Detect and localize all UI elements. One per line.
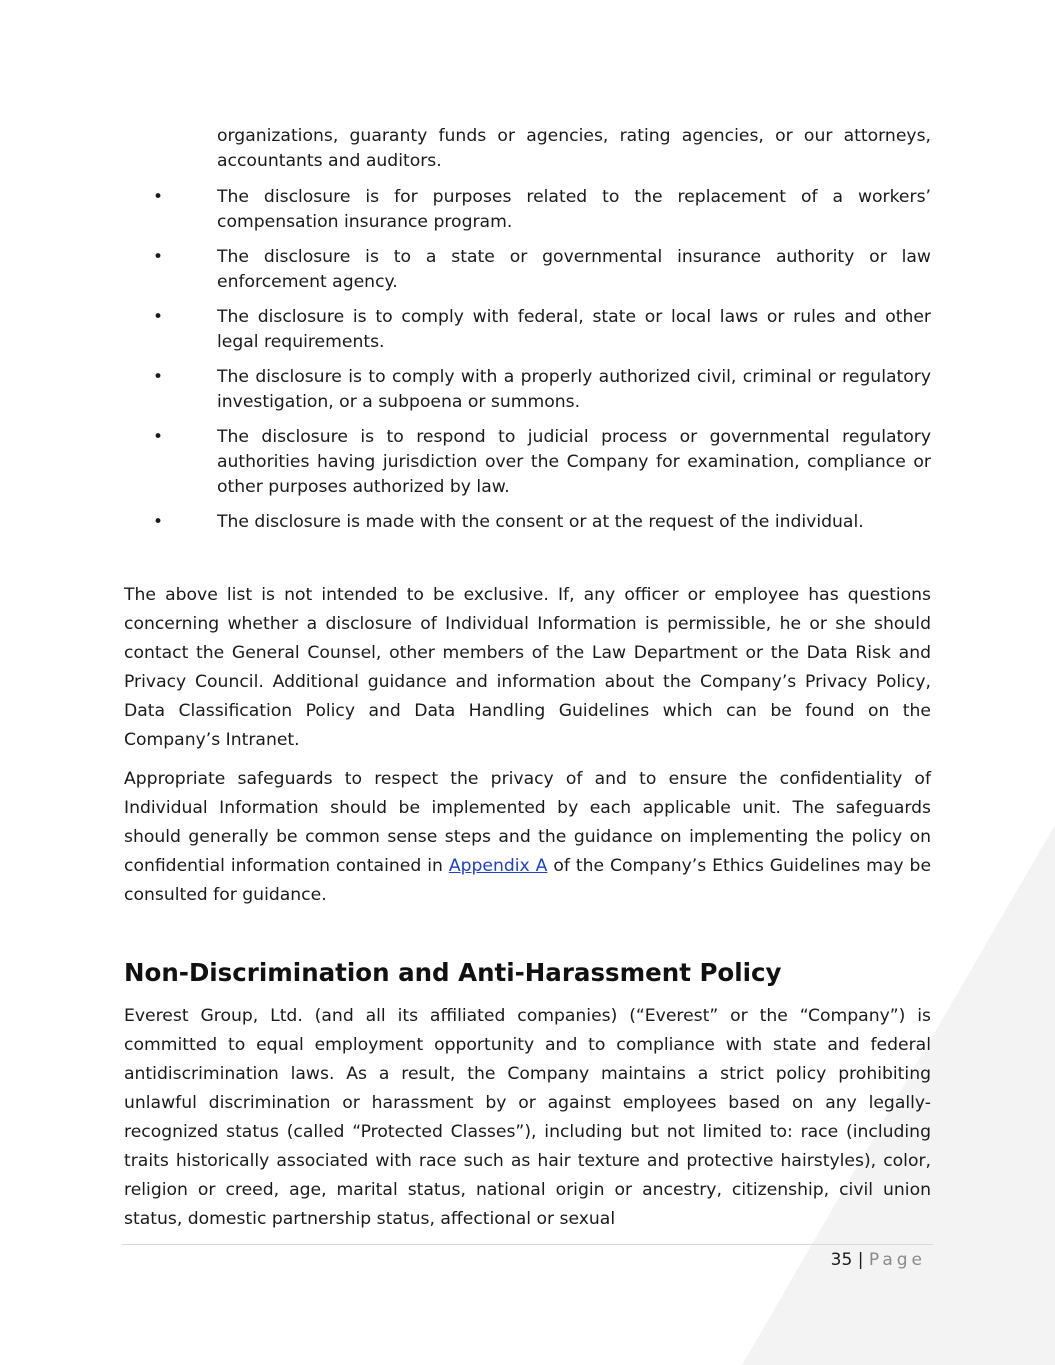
bullet-icon: • — [153, 427, 164, 447]
list-item — [124, 425, 931, 500]
footer-divider — [122, 1244, 933, 1245]
disclosure-list — [124, 185, 931, 545]
list-item-text: The disclosure is to comply with a properly authorized civil, criminal or regulatory investigation, or a subpoena or summons. — [217, 367, 931, 412]
paragraph-policy: Everest Group, Ltd. (and all its affiliated companies) (“Everest” or the “Company”) is committed to equal employment opportunity and to compliance with state and federal antidiscrimination laws. As a result, the Company maintains a strict policy prohibiting unlawful discrimination or harassment by or against employees based on any legally-recognized status (called “Protected Classes”), including but not limited to: race (including traits historically associated with race such as hair texture and protective hairstyles), color, religion or creed, age, marital status, national origin or ancestry, citizenship, civil union status, domestic partnership status, affectional or sexual — [124, 1006, 931, 1229]
list-item-text: The disclosure is to comply with federal, state or local laws or rules and other legal requirements. — [217, 307, 931, 352]
bullet-icon: • — [153, 367, 164, 387]
continued-text: organizations, guaranty funds or agencies, rating agencies, or our attorneys, accountants and auditors. — [217, 126, 931, 171]
bullet-icon: • — [153, 247, 164, 267]
page-number: 35 — [830, 1250, 853, 1270]
paragraph-safeguards-text-end: of the Company’s Ethics Guidelines may be consulted for guidance. — [124, 856, 932, 905]
list-item — [124, 365, 931, 415]
list-item-text: The disclosure is for purposes related to the replacement of a workers’ compensation insurance program. — [217, 187, 931, 232]
paragraph-exclusive-list: The above list is not intended to be exclusive. If, any officer or employee has questions concerning whether a disclosure of Individual Information is permissible, he or she should contact the General Counsel, other members of the Law Department or the Data Risk and Privacy Council. Additional guidance and information about the Company’s Privacy Policy, Data Classification Policy and Data Handling Guidelines which can be found on the Company’s Intranet. — [124, 585, 931, 750]
bullet-icon: • — [153, 307, 164, 327]
bullet-icon: • — [153, 512, 164, 532]
bullet-icon: • — [153, 187, 164, 207]
paragraph-safeguards — [124, 765, 931, 910]
page-separator: | — [857, 1250, 864, 1270]
list-item — [124, 510, 931, 535]
list-item-text: The disclosure is to a state or governmental insurance authority or law enforcement agency. — [217, 247, 931, 292]
list-item-text: The disclosure is made with the consent or at the request of the individual. — [217, 512, 864, 532]
list-item — [124, 185, 931, 235]
list-item — [124, 245, 931, 295]
section-heading: Non-Discrimination and Anti-Harassment Policy — [124, 958, 782, 987]
list-item-text: The disclosure is to respond to judicial process or governmental regulatory authorities having jurisdiction over the Company for examination, compliance or other purposes authorized by law. — [217, 427, 931, 497]
appendix-a-link[interactable]: Appendix A — [448, 856, 548, 876]
page-label: Page — [868, 1250, 926, 1270]
paragraph-safeguards-text: Appropriate safeguards to respect the privacy of and to ensure the confidentiality of Individual Information should be implemented by each applicable unit. The safeguards should generally be common sense steps and the guidance on implementing the policy on confidential information contained in — [124, 769, 931, 876]
list-item — [124, 305, 931, 355]
page-footer — [700, 1248, 926, 1272]
